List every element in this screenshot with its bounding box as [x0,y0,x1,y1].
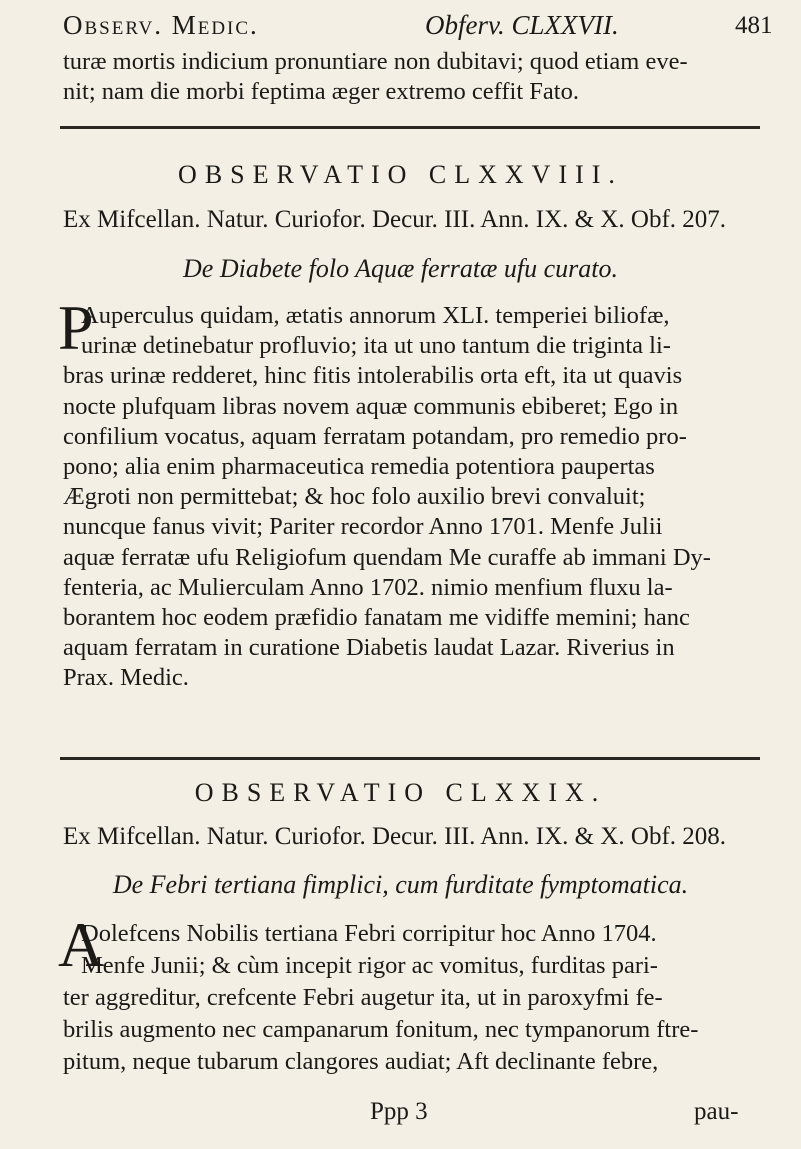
body-line: Ægroti non permittebat; & hoc folo auxilio brevi convaluit; [63,483,646,511]
observation-source: Ex Mifcellan. Natur. Curiofor. Decur. III. Ann. IX. & X. Obf. 208. [63,823,727,850]
drop-cap: P [58,292,94,363]
body-line: pono; alia enim pharmaceutica remedia potentiora paupertas [63,453,655,480]
section-divider [60,757,760,760]
body-line: Menfe Junii; & cùm incepit rigor ac vomitus, furditas pari- [81,952,658,979]
observation-source: Ex Mifcellan. Natur. Curiofor. Decur. III. Ann. IX. & X. Obf. 207. [63,206,727,233]
body-line: borantem hoc eodem præfidio fanatam me vidiffe memini; hanc [63,604,690,631]
section-divider [60,126,760,129]
body-line: nuncque fanus vivit; Pariter recordor Anno 1701. Menfe Julii [63,513,663,541]
signature-mark: Ppp 3 [370,1098,428,1125]
observation-title: OBSERVATIO CLXXIX. [194,778,607,807]
body-line: brilis augmento nec campanarum fonitum, nec tympanorum ftre- [63,1016,699,1043]
body-line: ter aggreditur, crefcente Febri augetur ita, ut in paroxyfmi fe- [63,984,663,1011]
body-line: urinæ detinebatur profluvio; ita ut uno tantum die triginta li- [81,332,671,360]
page-number: 481 [735,12,773,39]
continuation-line: nit; nam die morbi feptima æger extremo ceffit Fato. [63,78,579,105]
continuation-line: turæ mortis indicium pronuntiare non dubitavi; quod etiam eve- [63,48,688,75]
body-line: Prax. Medic. [63,664,189,692]
body-line: confilium vocatus, aquam ferratam potandam, pro remedio pro- [63,422,687,450]
observation-title: OBSERVATIO CLXXVIII. [178,160,623,189]
running-title: Observ. Medic. [63,10,259,40]
body-line: aquam ferratam in curatione Diabetis laudat Lazar. Riverius in [63,634,675,662]
body-line: bras urinæ redderet, hinc fitis intolerabilis orta eft, ita ut quavis [63,362,683,390]
observation-subtitle: De Diabete folo Aquæ ferratæ ufu curato. [183,254,618,283]
body-line: Dolefcens Nobilis tertiana Febri corripitur hoc Anno 1704. [81,920,657,947]
body-line: fenteria, ac Mulierculam Anno 1702. nimio menfium fluxu la- [63,573,673,601]
body-line: nocte plufquam libras novem aquæ communis ebiberet; Ego in [63,392,679,420]
section-label: Obferv. CLXXVII. [425,10,619,40]
body-line: pitum, neque tubarum clangores audiat; Aft declinante febre, [63,1048,659,1075]
body-line: aquæ ferratæ ufu Religiofum quendam Me curaffe ab immani Dy- [63,543,711,571]
catchword: pau- [694,1098,739,1125]
drop-cap: A [58,909,105,980]
body-line: Auperculus quidam, ætatis annorum XLI. temperiei biliofæ, [81,302,670,329]
observation-subtitle: De Febri tertiana fimplici, cum furditate fymptomatica. [112,870,689,899]
